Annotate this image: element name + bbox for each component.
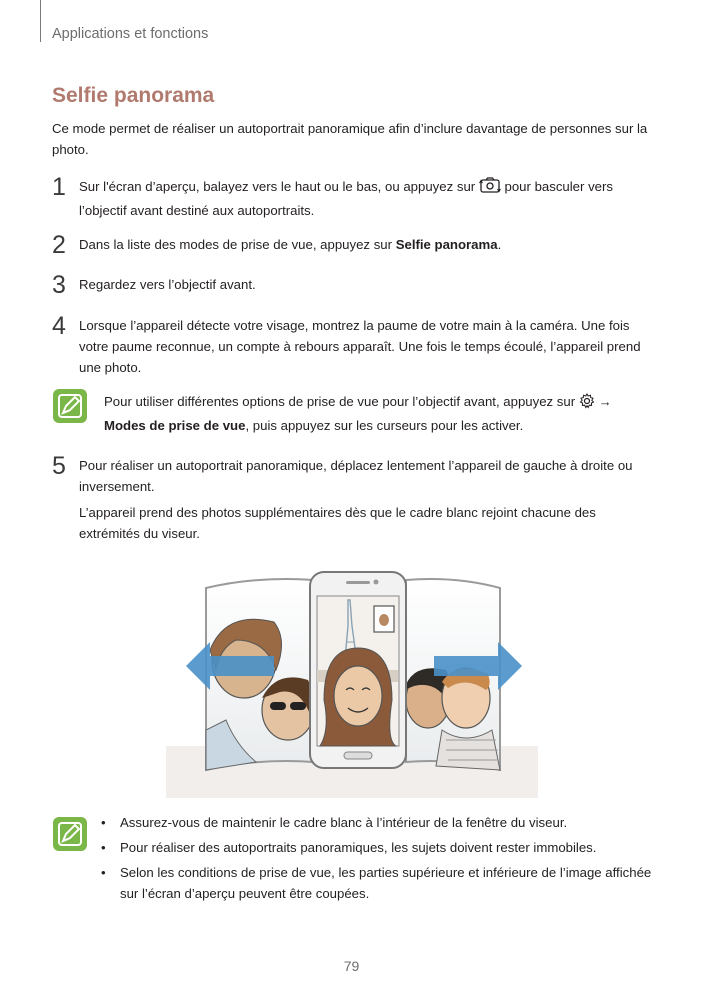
menu-path: Modes de prise de vue bbox=[104, 418, 246, 433]
bullet-item bbox=[100, 812, 660, 833]
switch-camera-icon bbox=[479, 176, 501, 200]
note-text-part: , puis appuyez sur les curseurs pour les activer. bbox=[245, 418, 524, 433]
section-header: Applications et fonctions bbox=[52, 26, 209, 42]
bullet-item bbox=[100, 862, 660, 904]
step-number: 4 bbox=[52, 312, 66, 340]
note-text-part: Pour utiliser différentes options de prise de vue pour l’objectif avant, appuyez sur bbox=[104, 394, 579, 409]
intro-paragraph: Ce mode permet de réaliser un autoportrait panoramique afin d’inclure davantage de personnes sur la photo. bbox=[52, 121, 648, 157]
step-text bbox=[79, 234, 649, 255]
note-bullet-list bbox=[100, 812, 660, 908]
page-number: 79 bbox=[343, 958, 360, 974]
header-rule bbox=[40, 0, 41, 42]
step-text: Regardez vers l’objectif avant. bbox=[79, 277, 256, 292]
mode-name: Selfie panorama bbox=[395, 237, 498, 252]
note-icon bbox=[53, 817, 87, 851]
bullet-dot: • bbox=[101, 840, 106, 855]
bullet-dot: • bbox=[101, 815, 106, 830]
step-text bbox=[79, 176, 649, 221]
step-text-part: . bbox=[497, 237, 502, 252]
step-number: 2 bbox=[52, 231, 66, 259]
step-text-part: pour basculer vers l’objectif avant destiné aux autoportraits. bbox=[79, 179, 613, 218]
step-text: Lorsque l’appareil détecte votre visage, montrez la paume de votre main à la caméra. Une fois votre paume reconnue, un compte à rebours apparaît. Une fois le temps écoulé, l’appareil prend une photo. bbox=[79, 318, 641, 375]
page-title: Selfie panorama bbox=[52, 84, 215, 107]
step-number: 3 bbox=[52, 271, 66, 299]
panorama-illustration bbox=[166, 570, 538, 800]
step-text-part: Dans la liste des modes de prise de vue, appuyez sur bbox=[79, 237, 396, 252]
home-button bbox=[344, 752, 372, 759]
arrow-glyph: → bbox=[598, 394, 612, 409]
bullet-text: Assurez-vous de maintenir le cadre blanc à l’intérieur de la fenêtre du viseur. bbox=[120, 815, 568, 830]
note-text bbox=[104, 391, 654, 436]
step-text-part: Sur l'écran d’aperçu, balayez vers le haut ou le bas, ou appuyez sur bbox=[79, 179, 479, 194]
bullet-text: Selon les conditions de prise de vue, les parties supérieure et inférieure de l’image affichée sur l’écran d’aperçu peuvent être coupées. bbox=[120, 865, 652, 901]
bullet-item bbox=[100, 837, 660, 858]
bullet-dot: • bbox=[101, 865, 106, 880]
bullet-text: Pour réaliser des autoportraits panoramiques, les sujets doivent rester immobiles. bbox=[120, 840, 597, 855]
gear-icon bbox=[579, 393, 595, 415]
step-number: 5 bbox=[52, 452, 66, 480]
note-icon bbox=[53, 389, 87, 423]
step-subtext: L’appareil prend des photos supplémentaires dès que le cadre blanc rejoint chacune des extrémités du viseur. bbox=[79, 505, 596, 541]
step-text: Pour réaliser un autoportrait panoramique, déplacez lentement l’appareil de gauche à droite ou inversement. bbox=[79, 458, 633, 494]
step-number: 1 bbox=[52, 173, 66, 201]
